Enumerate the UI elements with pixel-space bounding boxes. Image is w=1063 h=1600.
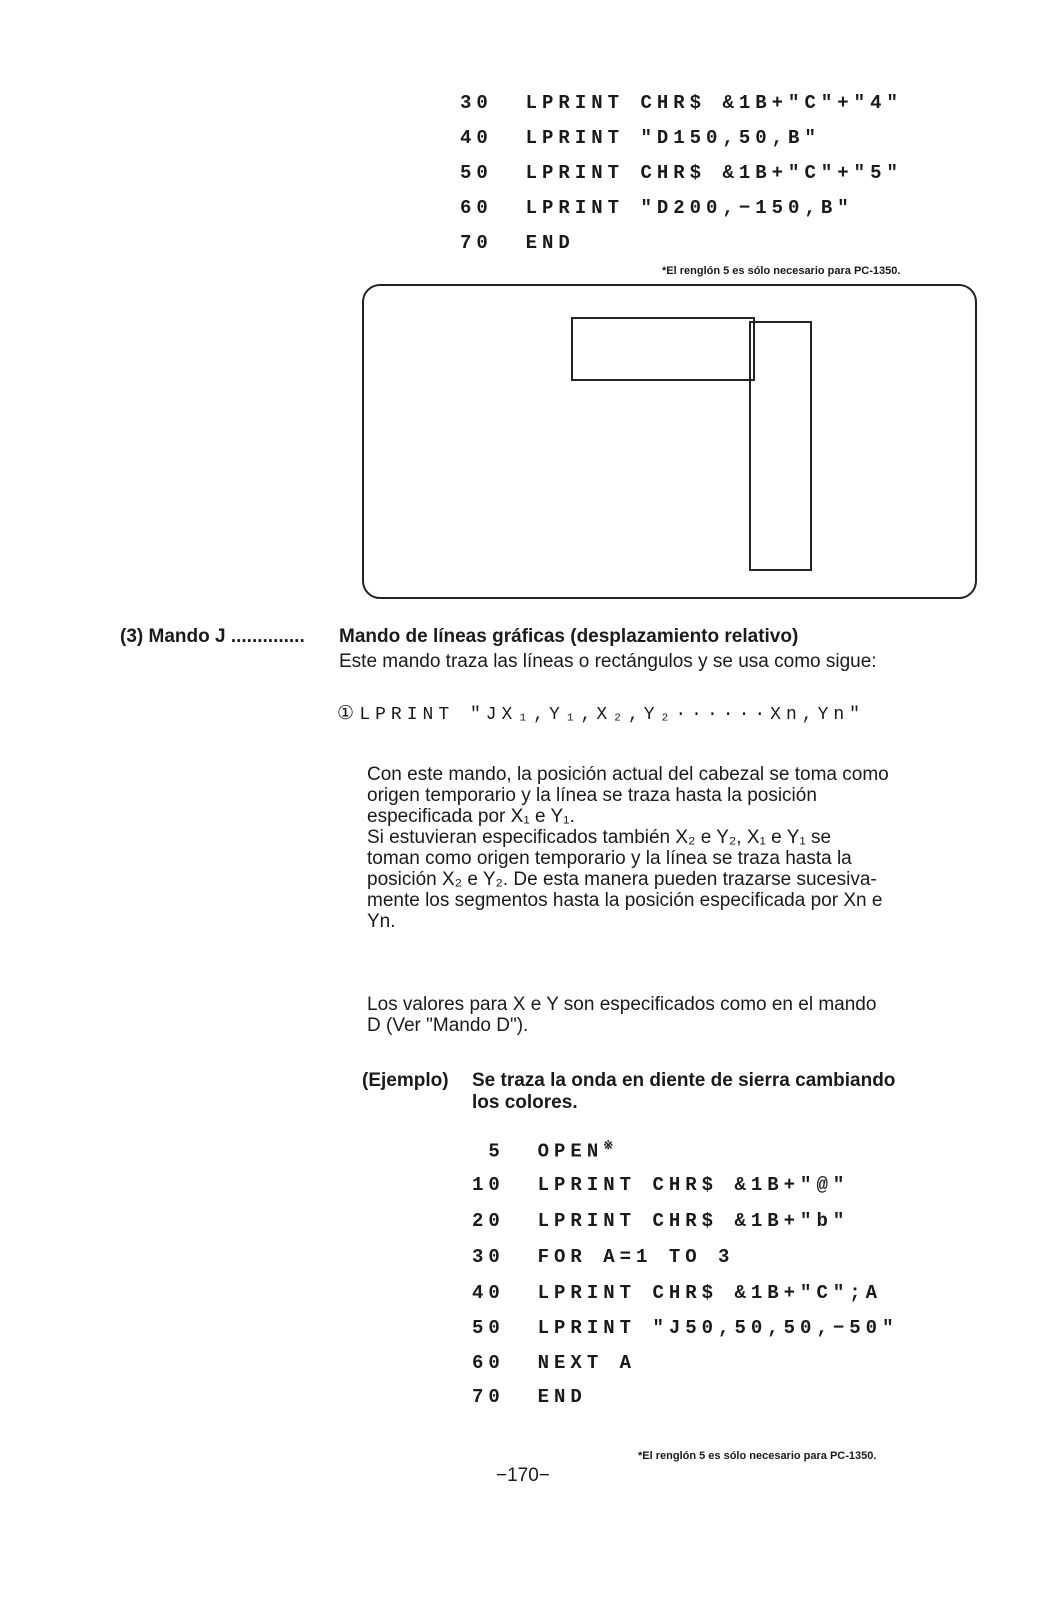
- section-label: (3) Mando J ..............: [120, 626, 305, 647]
- line-code: LPRINT CHR$ &1B+"b": [537, 1210, 850, 1232]
- line-code: END: [537, 1386, 587, 1408]
- example-label: (Ejemplo): [362, 1070, 449, 1091]
- line-code: LPRINT CHR$ &1B+"C"+"5": [525, 162, 903, 184]
- line-code: LPRINT CHR$ &1B+"C"+"4": [525, 92, 903, 114]
- code-line: [472, 1317, 898, 1339]
- line-code: LPRINT CHR$ &1B+"C";A: [537, 1282, 883, 1304]
- circled-one-marker: ①: [337, 703, 355, 724]
- line-number: 40: [472, 1282, 505, 1304]
- line-number: 40: [460, 127, 493, 149]
- code-line: [472, 1282, 882, 1304]
- paragraph-2: [367, 994, 876, 1036]
- text-line: Si estuvieran especificados también X₂ e Y₂, X₁ e Y₁ se: [367, 827, 832, 848]
- line-code: LPRINT CHR$ &1B+"@": [537, 1174, 850, 1196]
- rectangle-vertical: [749, 321, 812, 571]
- example-title: [472, 1070, 895, 1114]
- code-line: [472, 1210, 849, 1232]
- line-number: 50: [472, 1317, 505, 1339]
- text-line: posición X₂ e Y₂. De esta manera pueden trazarse sucesiva-: [367, 869, 877, 890]
- rectangle-horizontal: [571, 317, 755, 381]
- line-code: OPEN: [537, 1140, 604, 1163]
- text-line: origen temporario y la línea se traza hasta la posición: [367, 785, 817, 806]
- format-line: [337, 702, 865, 725]
- format-command: LPRINT "JX₁,Y₁,X₂,Y₂······Xn,Yn": [359, 705, 865, 725]
- footnote-1: *El renglón 5 es sólo necesario para PC-1350.: [662, 265, 901, 277]
- line-code: FOR A=1 TO 3: [537, 1246, 735, 1268]
- text-line: Yn.: [367, 911, 396, 932]
- code-line: [460, 127, 821, 149]
- line-code: LPRINT "D200,−150,B": [525, 197, 854, 219]
- footnote-2: *El renglón 5 es sólo necesario para PC-1350.: [638, 1450, 877, 1462]
- code-line: [460, 92, 903, 114]
- line-number: 70: [460, 232, 493, 254]
- text-line: Con este mando, la posición actual del cabezal se toma como: [367, 764, 889, 785]
- text-line: Se traza la onda en diente de sierra cambiando: [472, 1070, 896, 1091]
- code-line: [472, 1138, 618, 1162]
- line-number: 60: [472, 1352, 505, 1374]
- line-code: LPRINT "J50,50,50,−50": [537, 1317, 899, 1339]
- line-number: 70: [472, 1386, 505, 1408]
- line-number: 50: [460, 162, 493, 184]
- line-code: LPRINT "D150,50,B": [525, 127, 821, 149]
- line-number: 5: [472, 1140, 505, 1163]
- code-line: [460, 162, 903, 184]
- output-figure: [362, 284, 977, 599]
- line-number: 60: [460, 197, 493, 219]
- text-line: los colores.: [472, 1092, 578, 1113]
- code-line: [460, 232, 575, 254]
- code-line: [472, 1174, 849, 1196]
- code-line: [460, 197, 854, 219]
- line-code: END: [525, 232, 575, 254]
- section-title: Mando de líneas gráficas (desplazamiento relativo): [339, 626, 799, 647]
- text-line: D (Ver "Mando D").: [367, 1015, 529, 1036]
- code-line: [472, 1352, 636, 1374]
- reference-mark: ※: [603, 1139, 619, 1153]
- line-number: 30: [472, 1246, 505, 1268]
- text-line: especificada por X₁ e Y₁.: [367, 806, 575, 827]
- line-number: 20: [472, 1210, 505, 1232]
- line-code: NEXT A: [537, 1352, 637, 1374]
- paragraph-1: [367, 764, 889, 932]
- text-line: Los valores para X e Y son especificados como en el mando: [367, 994, 877, 1015]
- section-intro: Este mando traza las líneas o rectángulos y se usa como sigue:: [339, 651, 877, 672]
- line-number: 30: [460, 92, 493, 114]
- code-line: [472, 1246, 734, 1268]
- code-line: [472, 1386, 587, 1408]
- page-number: −170−: [496, 1465, 550, 1486]
- line-number: 10: [472, 1174, 505, 1196]
- text-line: mente los segmentos hasta la posición especificada por Xn e: [367, 890, 883, 911]
- text-line: toman como origen temporario y la línea se traza hasta la: [367, 848, 852, 869]
